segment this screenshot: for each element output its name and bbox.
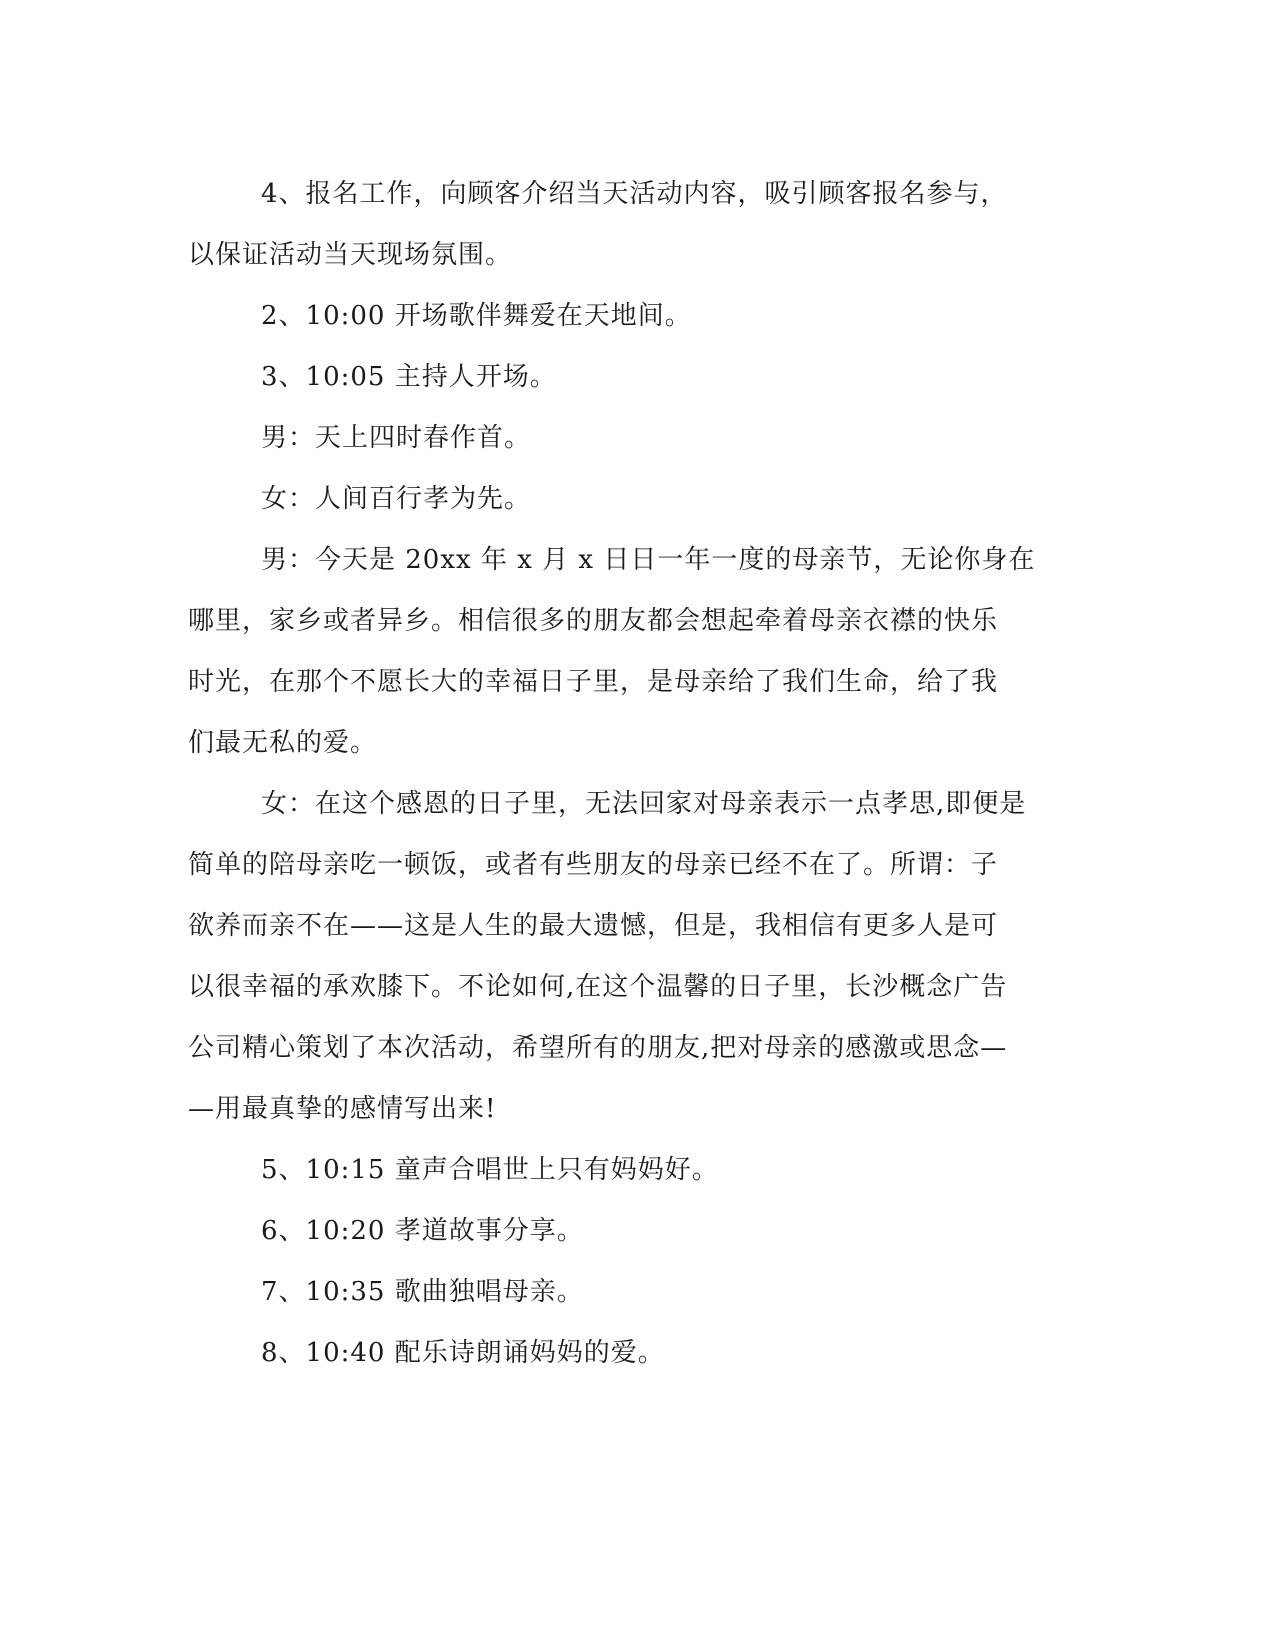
text-line: 2、10:00 开场歌伴舞爱在天地间。 [261, 301, 692, 331]
paragraph-solo-song [188, 1262, 1088, 1323]
paragraph-host-opening [188, 347, 1088, 408]
text-line: 男：天上四时春作首。 [261, 423, 532, 453]
text-line: 以保证活动当天现场氛围。 [188, 240, 513, 270]
paragraph-male-line-2 [188, 530, 1088, 774]
text-line: 时光，在那个不愿长大的幸福日子里，是母亲给了我们生命，给了我 [188, 667, 999, 697]
text-line: 4、报名工作，向顾客介绍当天活动内容，吸引顾客报名参与， [261, 179, 1008, 209]
text-line: 女：在这个感恩的日子里，无法回家对母亲表示一点孝思,即便是 [261, 789, 1027, 819]
text-line: 哪里，家乡或者异乡。相信很多的朋友都会想起牵着母亲衣襟的快乐 [188, 606, 999, 636]
paragraph-male-line-1 [188, 408, 1088, 469]
paragraph-poetry-recital [188, 1323, 1088, 1384]
text-line: 6、10:20 孝道故事分享。 [261, 1216, 584, 1246]
document-body [188, 164, 1088, 1384]
text-line: 男：今天是 20xx 年 x 月 x 日日一年一度的母亲节，无论你身在 [261, 545, 1036, 575]
paragraph-registration [188, 164, 1088, 286]
text-line: —用最真挚的感情写出来! [188, 1094, 497, 1124]
text-line: 以很幸福的承欢膝下。不论如何,在这个温馨的日子里，长沙概念广告 [188, 972, 1008, 1002]
paragraph-opening-dance [188, 286, 1088, 347]
paragraph-female-line-2 [188, 774, 1088, 1140]
text-line: 5、10:15 童声合唱世上只有妈妈好。 [261, 1155, 719, 1185]
text-line: 3、10:05 主持人开场。 [261, 362, 557, 392]
paragraph-children-chorus [188, 1140, 1088, 1201]
text-line: 公司精心策划了本次活动，希望所有的朋友,把对母亲的感激或思念— [188, 1033, 1008, 1063]
paragraph-female-line-1 [188, 469, 1088, 530]
text-line: 8、10:40 配乐诗朗诵妈妈的爱。 [261, 1338, 665, 1368]
text-line: 女：人间百行孝为先。 [261, 484, 532, 514]
text-line: 欲养而亲不在——这是人生的最大遗憾，但是，我相信有更多人是可 [188, 911, 999, 941]
text-line: 7、10:35 歌曲独唱母亲。 [261, 1277, 584, 1307]
text-line: 们最无私的爱。 [188, 728, 378, 758]
text-line: 简单的陪母亲吃一顿饭，或者有些朋友的母亲已经不在了。所谓：子 [188, 850, 999, 880]
paragraph-story-sharing [188, 1201, 1088, 1262]
